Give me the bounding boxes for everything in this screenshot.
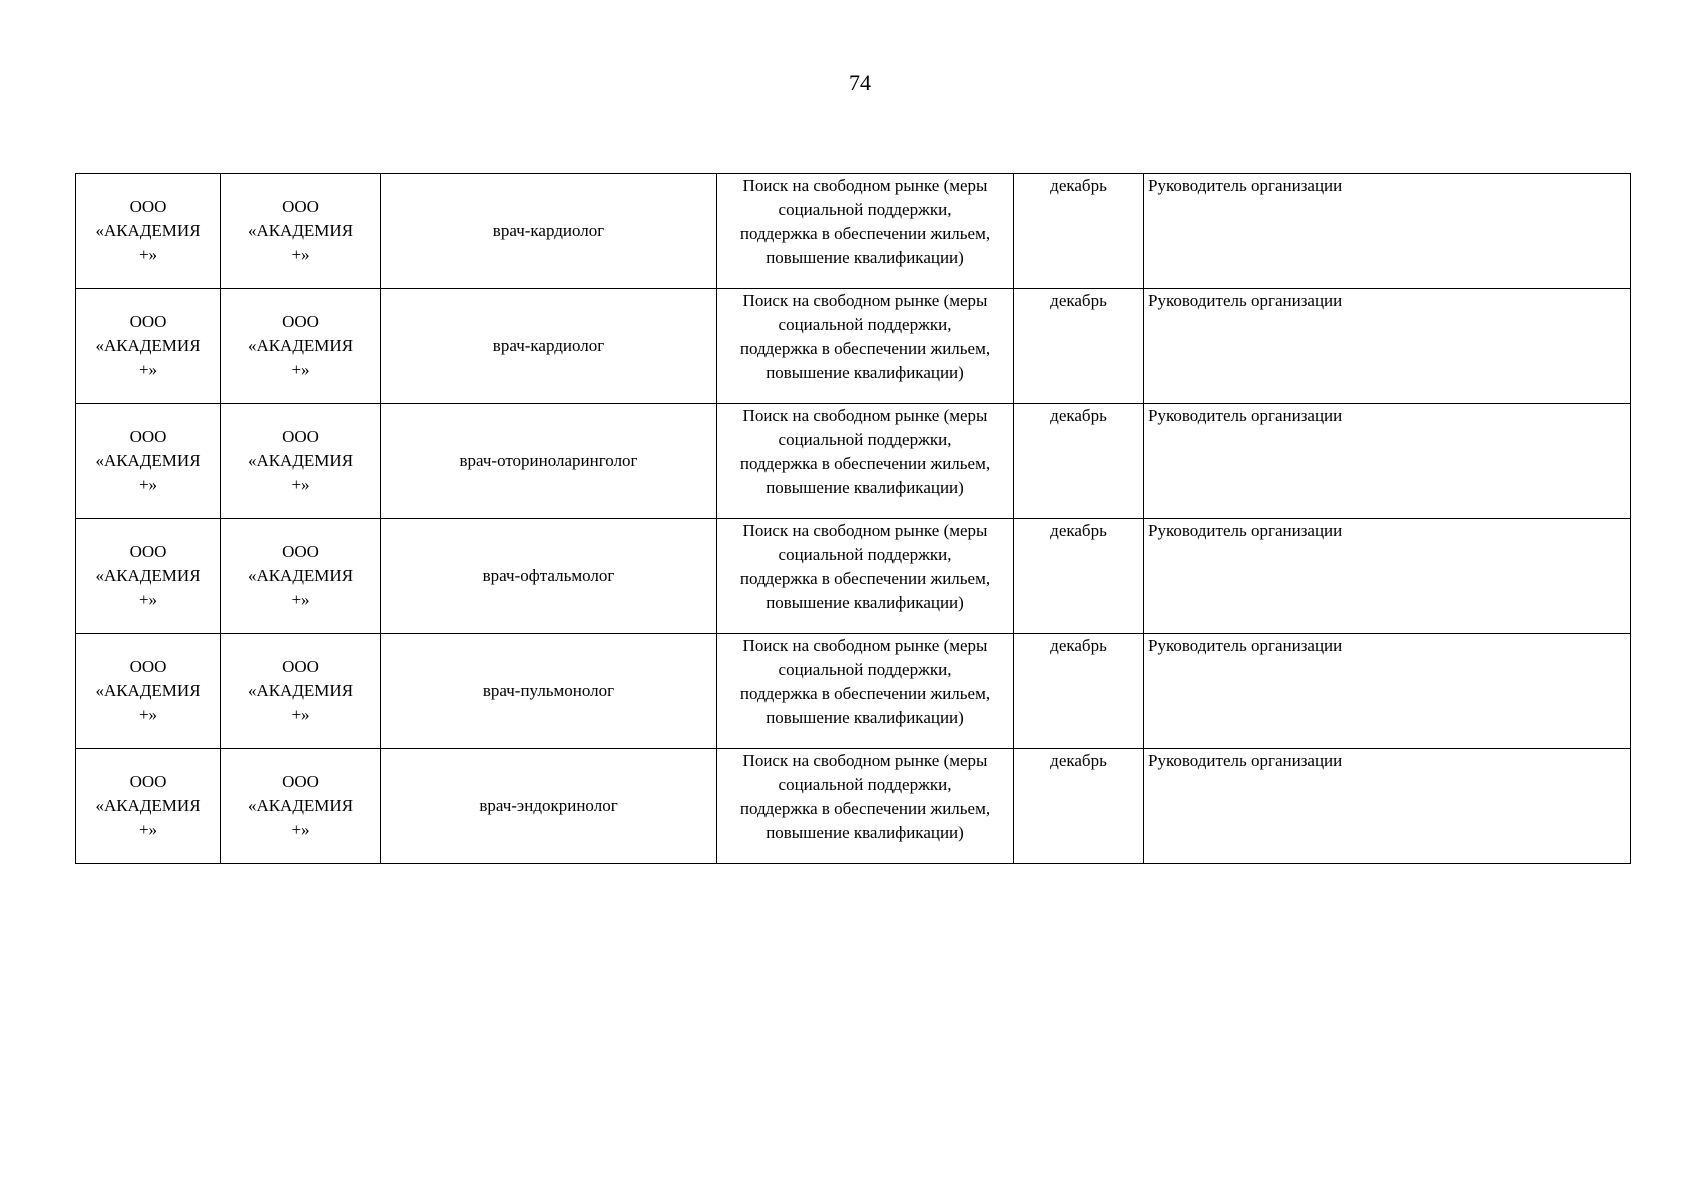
organization-cell-line: «АКАДЕМИЯ (95, 566, 201, 585)
employer-cell-line: +» (291, 705, 310, 724)
employer-cell (221, 174, 381, 289)
employer-cell-line: +» (291, 245, 310, 264)
organization-cell (76, 519, 221, 634)
deadline-cell: декабрь (1014, 404, 1144, 519)
table-row (76, 174, 1631, 289)
specialty-cell: врач-офтальмолог (381, 519, 717, 634)
organization-cell (76, 289, 221, 404)
organization-cell-line: ООО (129, 427, 167, 446)
measures-cell (717, 289, 1014, 404)
responsible-cell: Руководитель организации (1144, 404, 1631, 519)
table-row (76, 404, 1631, 519)
measures-line: Поиск на свободном рынке (меры (742, 406, 988, 425)
table-row (76, 289, 1631, 404)
measures-cell (717, 174, 1014, 289)
deadline-cell: декабрь (1014, 519, 1144, 634)
employer-cell-line: +» (291, 475, 310, 494)
organization-cell-line: «АКАДЕМИЯ (95, 796, 201, 815)
measures-line: социальной поддержки, (778, 200, 952, 219)
responsible-cell: Руководитель организации (1144, 174, 1631, 289)
responsible-cell: Руководитель организации (1144, 749, 1631, 864)
deadline-cell: декабрь (1014, 174, 1144, 289)
employer-cell (221, 404, 381, 519)
employer-cell-line: ООО (282, 427, 319, 446)
organization-cell-line: «АКАДЕМИЯ (95, 221, 201, 240)
measures-line: поддержка в обеспечении жильем, (739, 799, 991, 818)
organization-cell-line: +» (138, 705, 158, 724)
organization-cell (76, 634, 221, 749)
organization-cell-line: «АКАДЕМИЯ (95, 681, 201, 700)
organization-cell-line: ООО (129, 772, 167, 791)
employer-cell (221, 289, 381, 404)
organization-cell-line: +» (138, 820, 158, 839)
staffing-table (75, 173, 1631, 864)
responsible-cell: Руководитель организации (1144, 634, 1631, 749)
responsible-cell: Руководитель организации (1144, 289, 1631, 404)
organization-cell (76, 749, 221, 864)
table-row (76, 519, 1631, 634)
measures-line: поддержка в обеспечении жильем, (739, 339, 991, 358)
measures-line: повышение квалификации) (766, 708, 964, 727)
measures-line: социальной поддержки, (778, 775, 952, 794)
measures-line: поддержка в обеспечении жильем, (739, 454, 991, 473)
measures-line: повышение квалификации) (766, 363, 964, 382)
measures-line: социальной поддержки, (778, 660, 952, 679)
organization-cell-line: «АКАДЕМИЯ (95, 451, 201, 470)
measures-line: поддержка в обеспечении жильем, (739, 684, 991, 703)
table-row (76, 749, 1631, 864)
measures-line: повышение квалификации) (766, 593, 964, 612)
measures-line: социальной поддержки, (778, 315, 952, 334)
employer-cell-line: «АКАДЕМИЯ (247, 796, 354, 815)
measures-line: Поиск на свободном рынке (меры (742, 636, 988, 655)
employer-cell-line: +» (291, 590, 310, 609)
employer-cell-line: «АКАДЕМИЯ (247, 221, 354, 240)
measures-line: социальной поддержки, (778, 545, 952, 564)
deadline-cell: декабрь (1014, 749, 1144, 864)
employer-cell (221, 634, 381, 749)
organization-cell-line: +» (138, 360, 158, 379)
organization-cell-line: «АКАДЕМИЯ (95, 336, 201, 355)
measures-line: повышение квалификации) (766, 478, 964, 497)
measures-line: повышение квалификации) (766, 248, 964, 267)
deadline-cell: декабрь (1014, 634, 1144, 749)
measures-cell (717, 749, 1014, 864)
measures-cell (717, 519, 1014, 634)
table-row (76, 634, 1631, 749)
measures-cell (717, 404, 1014, 519)
page-number: 74 (849, 70, 871, 95)
table-body (76, 174, 1631, 864)
organization-cell-line: +» (138, 475, 158, 494)
specialty-cell: врач-кардиолог (381, 289, 717, 404)
employer-cell-line: «АКАДЕМИЯ (247, 566, 354, 585)
deadline-cell: декабрь (1014, 289, 1144, 404)
measures-cell (717, 634, 1014, 749)
employer-cell-line: +» (291, 820, 310, 839)
responsible-cell: Руководитель организации (1144, 519, 1631, 634)
organization-cell-line: +» (138, 590, 158, 609)
measures-line: Поиск на свободном рынке (меры (742, 521, 988, 540)
measures-line: Поиск на свободном рынке (меры (742, 291, 988, 310)
employer-cell-line: ООО (282, 312, 319, 331)
measures-line: Поиск на свободном рынке (меры (742, 176, 988, 195)
employer-cell-line: ООО (282, 772, 319, 791)
employer-cell-line: «АКАДЕМИЯ (247, 451, 354, 470)
employer-cell-line: ООО (282, 657, 319, 676)
organization-cell-line: ООО (129, 312, 167, 331)
employer-cell (221, 519, 381, 634)
employer-cell (221, 749, 381, 864)
employer-cell-line: ООО (282, 197, 319, 216)
organization-cell (76, 174, 221, 289)
specialty-cell: врач-кардиолог (381, 174, 717, 289)
organization-cell (76, 404, 221, 519)
specialty-cell: врач-пульмонолог (381, 634, 717, 749)
measures-line: социальной поддержки, (778, 430, 952, 449)
employer-cell-line: +» (291, 360, 310, 379)
measures-line: поддержка в обеспечении жильем, (739, 569, 991, 588)
measures-line: поддержка в обеспечении жильем, (739, 224, 991, 243)
employer-cell-line: «АКАДЕМИЯ (247, 681, 354, 700)
specialty-cell: врач-эндокринолог (381, 749, 717, 864)
organization-cell-line: ООО (129, 542, 167, 561)
measures-line: Поиск на свободном рынке (меры (742, 751, 988, 770)
organization-cell-line: ООО (129, 657, 167, 676)
employer-cell-line: ООО (282, 542, 319, 561)
employer-cell-line: «АКАДЕМИЯ (247, 336, 354, 355)
organization-cell-line: +» (138, 245, 158, 264)
measures-line: повышение квалификации) (766, 823, 964, 842)
specialty-cell: врач-оториноларинголог (381, 404, 717, 519)
organization-cell-line: ООО (129, 197, 167, 216)
